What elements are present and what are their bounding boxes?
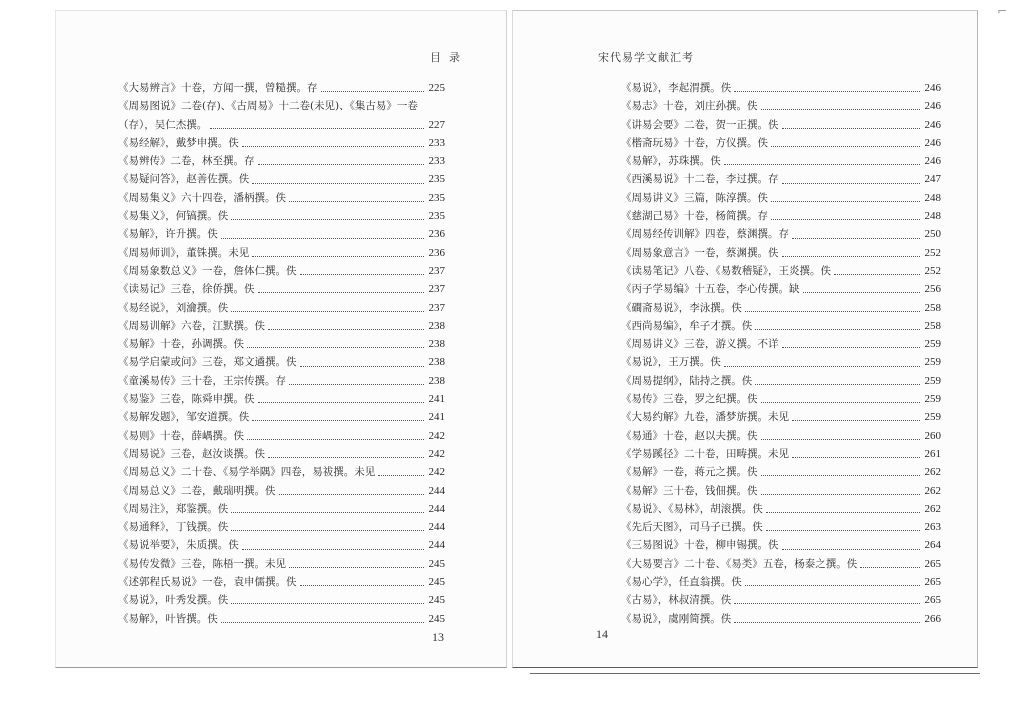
toc-entry-title: 《周易注》，郑鉴撰。佚 xyxy=(118,502,229,515)
toc-entry-page: 245 xyxy=(428,576,445,589)
toc-leader-dots xyxy=(231,519,424,531)
toc-leader-dots xyxy=(782,538,921,550)
toc-entry xyxy=(621,555,941,573)
toc-entry-title: 《周易总义》二十卷、《易学举隅》四卷，易祓撰。未见 xyxy=(118,466,376,479)
toc-entry xyxy=(118,116,445,134)
toc-entry-title: 《易解》十卷，孙调撰。佚 xyxy=(118,338,244,351)
toc-entry xyxy=(118,134,445,152)
left-toc-list xyxy=(118,79,445,628)
toc-entry-title: 《周易讲义》三篇，陈淳撰。佚 xyxy=(621,191,768,204)
toc-entry xyxy=(118,372,445,390)
toc-entry-page: 259 xyxy=(924,411,941,424)
toc-entry-page: 246 xyxy=(924,82,941,94)
toc-entry-title: 《易解》，叶皆撰。佚 xyxy=(118,612,218,625)
toc-entry-page: 245 xyxy=(428,612,445,625)
toc-entry xyxy=(621,280,941,298)
toc-entry-page: 236 xyxy=(428,246,445,259)
toc-entry xyxy=(621,134,941,152)
toc-leader-dots xyxy=(231,501,424,513)
toc-entry xyxy=(621,536,941,554)
toc-entry-title: 《讲易会要》二卷，贺一正撰。佚 xyxy=(621,118,779,131)
left-page-header: 目录 xyxy=(430,51,468,64)
toc-entry-title: 《易传》三卷，罗之纪撰。佚 xyxy=(621,393,758,406)
toc-leader-dots xyxy=(300,574,425,586)
toc-entry xyxy=(621,427,941,445)
toc-leader-dots xyxy=(792,446,920,458)
toc-entry-page: 252 xyxy=(924,246,941,259)
toc-leader-dots xyxy=(252,409,424,421)
toc-entry-title: 《易疑问答》，赵善佐撰。佚 xyxy=(118,173,250,186)
toc-entry xyxy=(621,262,941,280)
toc-entry-title: 《易辨传》二卷，林至撰。存 xyxy=(118,155,255,168)
toc-entry-page: 233 xyxy=(428,155,445,168)
toc-entry-title: 《大易辨言》十卷，方闻一撰，曾糙撰。存 xyxy=(118,82,318,94)
toc-entry-title: 《周易训解》六卷，江默撰。佚 xyxy=(118,319,265,332)
toc-entry xyxy=(118,610,445,628)
toc-entry-title: 《易则》十卷，薛嵎撰。佚 xyxy=(118,429,244,442)
toc-entry-title: 《西溪易说》十二卷，李过撰。存 xyxy=(621,173,779,186)
toc-entry-page: 265 xyxy=(924,576,941,589)
toc-entry-page: 262 xyxy=(924,484,941,497)
toc-entry-title: 《周易说》三卷，赵汝谈撰。佚 xyxy=(118,447,265,460)
toc-entry xyxy=(118,555,445,573)
toc-entry xyxy=(621,317,941,335)
toc-entry xyxy=(621,390,941,408)
toc-entry-title: 《大易约解》九卷，潘梦旂撰。未见 xyxy=(621,411,789,424)
toc-leader-dots xyxy=(258,391,425,403)
toc-entry xyxy=(621,97,941,115)
toc-entry-title: 《周易讲义》三卷，游义撰。不详 xyxy=(621,338,779,351)
toc-entry xyxy=(118,207,445,225)
toc-entry-title: 《易说举要》，朱质撰。佚 xyxy=(118,539,239,552)
toc-leader-dots xyxy=(761,483,921,495)
toc-entry-title: 《易通》十卷，赵以夫撰。佚 xyxy=(621,429,758,442)
toc-leader-dots xyxy=(792,227,920,239)
toc-entry-title: 《易志》十卷，刘庄孙撰。佚 xyxy=(621,100,758,113)
toc-leader-dots xyxy=(221,227,424,239)
toc-entry-page: 238 xyxy=(428,338,445,351)
toc-leader-dots xyxy=(771,190,920,202)
toc-leader-dots xyxy=(268,318,424,330)
toc-entry-page: 247 xyxy=(924,173,941,186)
toc-leader-dots xyxy=(247,428,424,440)
toc-entry xyxy=(621,152,941,170)
toc-leader-dots xyxy=(755,373,920,385)
toc-entry-title: 《读易笔记》八卷、《易数稽疑》，王炎撰。佚 xyxy=(621,264,831,277)
toc-entry xyxy=(118,536,445,554)
toc-leader-dots xyxy=(734,80,920,92)
toc-entry xyxy=(621,116,941,134)
toc-entry-page: 237 xyxy=(428,283,445,296)
toc-entry-title: 《易解》，苏珠撰。佚 xyxy=(621,155,721,168)
toc-leader-dots xyxy=(792,409,920,421)
toc-leader-dots xyxy=(761,464,921,476)
toc-leader-dots xyxy=(210,117,424,129)
toc-entry-page: 260 xyxy=(924,429,941,442)
toc-leader-dots xyxy=(860,556,920,568)
right-page-header: 宋代易学文献汇考 xyxy=(598,51,694,64)
toc-entry-page: 256 xyxy=(924,283,941,296)
toc-entry xyxy=(118,317,445,335)
toc-entry-page: 238 xyxy=(428,356,445,369)
toc-entry xyxy=(621,591,941,609)
toc-entry-title: 《易经解》，戴梦申撰。佚 xyxy=(118,136,239,149)
toc-entry-title: 《周易象意言》一卷，蔡渊撰。佚 xyxy=(621,246,779,259)
toc-entry xyxy=(118,225,445,243)
scan-bottom-edge xyxy=(530,673,980,674)
toc-entry xyxy=(118,335,445,353)
toc-entry-page: 246 xyxy=(924,155,941,168)
toc-entry xyxy=(118,390,445,408)
toc-leader-dots xyxy=(745,300,920,312)
toc-entry-page: 265 xyxy=(924,594,941,607)
toc-leader-dots xyxy=(252,245,424,257)
toc-entry-page: 250 xyxy=(924,228,941,241)
toc-leader-dots xyxy=(242,135,424,147)
toc-leader-dots xyxy=(724,153,920,165)
toc-entry-page: 263 xyxy=(924,521,941,534)
toc-entry-page: 242 xyxy=(428,447,445,460)
toc-entry xyxy=(621,207,941,225)
toc-entry-page: 241 xyxy=(428,393,445,406)
toc-entry-title: 《周易提纲》，陆持之撰。佚 xyxy=(621,374,753,387)
toc-entry-title: 《述郭程氏易说》一卷，袁申儒撰。佚 xyxy=(118,576,297,589)
toc-entry-title: 《楷斋玩易》十卷，方仪撰。佚 xyxy=(621,136,768,149)
toc-entry-page: 235 xyxy=(428,173,445,186)
toc-entry-title: 《三易图说》十卷，柳申锡撰。佚 xyxy=(621,539,779,552)
toc-leader-dots xyxy=(289,373,424,385)
toc-entry-page: 252 xyxy=(924,264,941,277)
toc-entry xyxy=(118,445,445,463)
toc-leader-dots xyxy=(289,556,424,568)
toc-leader-dots xyxy=(761,391,921,403)
toc-entry-page: 261 xyxy=(924,447,941,460)
toc-leader-dots xyxy=(771,135,920,147)
toc-entry-title: 《易说》，叶秀发撰。佚 xyxy=(118,594,229,607)
toc-entry-title: 《易解》，许升撰。佚 xyxy=(118,228,218,241)
toc-leader-dots xyxy=(782,117,921,129)
toc-entry-page: 236 xyxy=(428,228,445,241)
toc-entry-title: 《易心学》，任直翁撰。佚 xyxy=(621,576,742,589)
toc-entry-title: 《易集义》，何镐撰。佚 xyxy=(118,210,229,223)
toc-entry-title: 《先后天图》，司马子已撰。佚 xyxy=(621,521,763,534)
toc-entry-page: 262 xyxy=(924,502,941,515)
toc-leader-dots xyxy=(221,611,424,623)
toc-entry xyxy=(118,79,445,97)
toc-entry xyxy=(118,518,445,536)
toc-entry-title: 《易说》，虞刚简撰。佚 xyxy=(621,612,732,625)
toc-entry xyxy=(621,408,941,426)
toc-entry-page: 235 xyxy=(428,191,445,204)
toc-entry-title: 《古易》，林叔清撰。佚 xyxy=(621,594,732,607)
toc-entry-title: 《西尚易编》，牟子才撰。佚 xyxy=(621,319,753,332)
toc-entry-title: 《周易经传训解》四卷，蔡渊撰。存 xyxy=(621,228,789,241)
toc-entry-page: 266 xyxy=(924,612,941,625)
toc-entry xyxy=(118,463,445,481)
toc-entry xyxy=(621,299,941,317)
toc-leader-dots xyxy=(231,208,424,220)
toc-entry-page: 246 xyxy=(924,118,941,131)
toc-entry-title: 《易说》、《易林》，胡滚撰。佚 xyxy=(621,502,763,515)
toc-leader-dots xyxy=(258,153,425,165)
toc-entry-page: 259 xyxy=(924,393,941,406)
toc-entry-page: 244 xyxy=(428,539,445,552)
toc-entry xyxy=(118,280,445,298)
toc-leader-dots xyxy=(803,281,921,293)
toc-entry-title: 《读易记》三卷，徐侨撰。佚 xyxy=(118,283,255,296)
toc-entry-title: 《易解发题》，邹安道撰。佚 xyxy=(118,411,250,424)
toc-entry xyxy=(118,482,445,500)
toc-entry-title: 《易解》三十卷，钱佃撰。佚 xyxy=(621,484,758,497)
toc-entry-page: 227 xyxy=(428,118,445,131)
toc-entry-title: 《易解》一卷，蒋元之撰。佚 xyxy=(621,466,758,479)
toc-entry-title: 《学易蹊径》二十卷，田畴撰。未见 xyxy=(621,447,789,460)
toc-leader-dots xyxy=(771,208,920,220)
toc-entry xyxy=(621,225,941,243)
toc-entry xyxy=(621,335,941,353)
toc-entry-page: 244 xyxy=(428,484,445,497)
toc-leader-dots xyxy=(247,336,424,348)
toc-leader-dots xyxy=(782,172,921,184)
toc-entry-title: 《易说》，王万撰。佚 xyxy=(621,356,721,369)
toc-entry-title: 《易说》，李起渭撰。佚 xyxy=(621,82,732,94)
toc-entry xyxy=(621,518,941,536)
toc-entry xyxy=(621,79,941,97)
toc-entry xyxy=(621,189,941,207)
toc-entry xyxy=(118,189,445,207)
toc-entry xyxy=(621,573,941,591)
toc-entry xyxy=(118,427,445,445)
toc-entry-title: 《童溪易传》三十卷，王宗传撰。存 xyxy=(118,374,286,387)
toc-leader-dots xyxy=(268,446,424,458)
toc-entry-page: 241 xyxy=(428,411,445,424)
toc-entry-page: 233 xyxy=(428,136,445,149)
toc-entry-page: 265 xyxy=(924,557,941,570)
right-page xyxy=(512,10,978,668)
toc-leader-dots xyxy=(252,172,424,184)
toc-entry xyxy=(621,482,941,500)
toc-leader-dots xyxy=(761,428,921,440)
toc-leader-dots xyxy=(300,355,425,367)
toc-leader-dots xyxy=(300,263,425,275)
toc-entry-page: 244 xyxy=(428,521,445,534)
toc-leader-dots xyxy=(231,592,424,604)
toc-entry-page: 259 xyxy=(924,356,941,369)
toc-leader-dots xyxy=(745,574,920,586)
toc-leader-dots xyxy=(734,611,920,623)
toc-leader-dots xyxy=(766,501,920,513)
toc-entry xyxy=(118,97,445,115)
toc-entry-title: 《周易师训》，董铢撰。未见 xyxy=(118,246,250,259)
toc-entry xyxy=(118,408,445,426)
toc-entry-page: 235 xyxy=(428,210,445,223)
toc-entry xyxy=(118,573,445,591)
toc-entry-title: 《易鉴》三卷，陈舜申撰。佚 xyxy=(118,393,255,406)
toc-entry-title: 《易传发微》三卷，陈梧一撰。未见 xyxy=(118,557,286,570)
toc-entry-page: 248 xyxy=(924,210,941,223)
toc-entry-page: 242 xyxy=(428,466,445,479)
toc-entry xyxy=(621,244,941,262)
toc-entry xyxy=(621,500,941,518)
toc-entry xyxy=(621,610,941,628)
toc-entry-page: 237 xyxy=(428,264,445,277)
toc-leader-dots xyxy=(378,464,424,476)
toc-leader-dots xyxy=(242,538,424,550)
toc-entry xyxy=(621,353,941,371)
toc-leader-dots xyxy=(834,263,920,275)
toc-leader-dots xyxy=(421,99,424,110)
toc-entry-page: 225 xyxy=(428,82,445,94)
toc-entry xyxy=(621,463,941,481)
toc-entry-title: 《易学启蒙或问》三卷，郑文遹撰。佚 xyxy=(118,356,297,369)
toc-leader-dots xyxy=(755,318,920,330)
toc-leader-dots xyxy=(231,300,424,312)
toc-leader-dots xyxy=(724,355,920,367)
toc-entry xyxy=(621,372,941,390)
toc-entry-title: 《周易集义》六十四卷，潘柄撰。佚 xyxy=(118,191,286,204)
toc-entry-title: （存），吴仁杰撰。 xyxy=(118,118,208,131)
toc-entry xyxy=(118,170,445,188)
toc-leader-dots xyxy=(761,98,921,110)
toc-leader-dots xyxy=(734,592,920,604)
toc-entry-title: 《易经说》，刘瀹撰。佚 xyxy=(118,301,229,314)
toc-leader-dots xyxy=(321,80,425,92)
toc-entry-page: 245 xyxy=(428,557,445,570)
toc-entry-page: 237 xyxy=(428,301,445,314)
toc-entry-page: 264 xyxy=(924,539,941,552)
toc-entry-title: 《周易总义》二卷，戴瑞明撰。佚 xyxy=(118,484,276,497)
toc-entry-page: 242 xyxy=(428,429,445,442)
toc-leader-dots xyxy=(279,483,425,495)
toc-entry xyxy=(118,152,445,170)
toc-entry xyxy=(118,353,445,371)
toc-entry-title: 《大易要言》二十卷、《易类》五卷，杨泰之撰。佚 xyxy=(621,557,858,570)
right-toc-list xyxy=(621,79,941,628)
toc-entry xyxy=(621,170,941,188)
toc-leader-dots xyxy=(258,281,425,293)
right-page-number: 14 xyxy=(596,627,608,641)
toc-entry-page: 262 xyxy=(924,466,941,479)
toc-entry-page: 248 xyxy=(924,191,941,204)
toc-entry xyxy=(118,262,445,280)
toc-entry-page: 245 xyxy=(428,594,445,607)
left-page-number: 13 xyxy=(432,630,444,644)
toc-entry-page: 246 xyxy=(924,136,941,149)
toc-entry xyxy=(118,500,445,518)
toc-entry-page: 246 xyxy=(924,100,941,113)
toc-entry xyxy=(118,244,445,262)
toc-entry xyxy=(118,299,445,317)
toc-entry-page: 244 xyxy=(428,502,445,515)
toc-entry-title: 《丙子学易编》十五卷，李心传撰。缺 xyxy=(621,283,800,296)
toc-entry-title: 《磵斋易说》，李泳撰。佚 xyxy=(621,301,742,314)
toc-entry-page: 238 xyxy=(428,319,445,332)
toc-leader-dots xyxy=(782,336,921,348)
toc-entry-page: 258 xyxy=(924,301,941,314)
toc-entry-title: 《周易图说》二卷(存)、《古周易》十二卷(未见)、《集古易》一卷 xyxy=(118,100,418,113)
toc-entry-title: 《易通释》，丁钱撰。佚 xyxy=(118,521,229,534)
toc-entry-page: 259 xyxy=(924,374,941,387)
left-page xyxy=(55,10,507,668)
toc-entry-title: 《周易象数总义》一卷，詹体仁撰。佚 xyxy=(118,264,297,277)
toc-leader-dots xyxy=(766,519,920,531)
toc-entry xyxy=(621,445,941,463)
toc-entry-page: 259 xyxy=(924,338,941,351)
toc-entry-title: 《慈湖己易》十卷，杨简撰。存 xyxy=(621,210,768,223)
scan-corner-mark-icon: ⌐ xyxy=(997,4,1008,18)
toc-leader-dots xyxy=(289,190,424,202)
toc-entry-page: 258 xyxy=(924,319,941,332)
toc-entry-page: 238 xyxy=(428,374,445,387)
toc-leader-dots xyxy=(782,245,921,257)
toc-entry xyxy=(118,591,445,609)
